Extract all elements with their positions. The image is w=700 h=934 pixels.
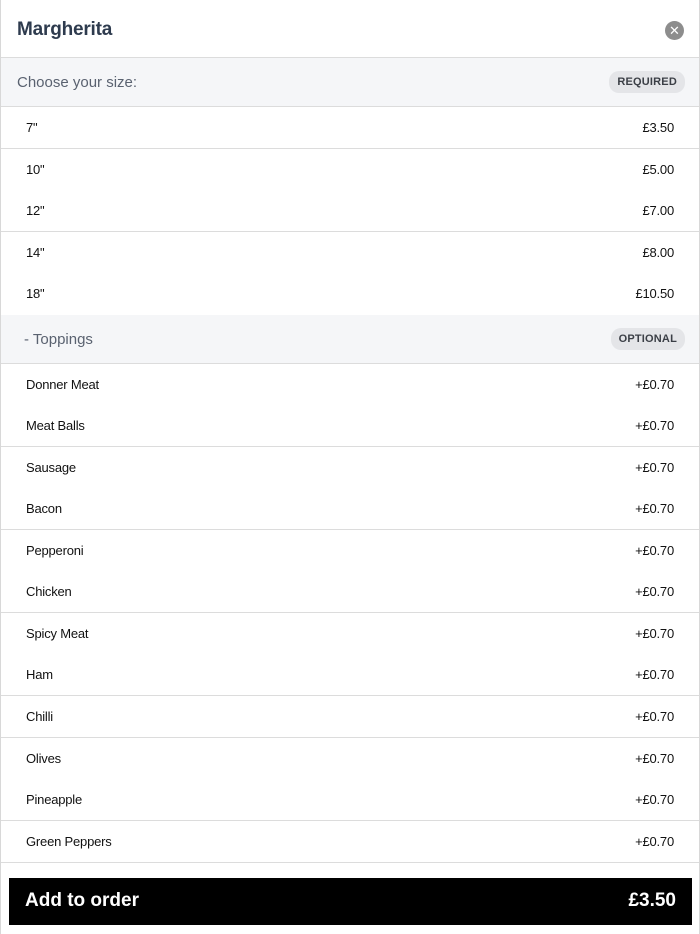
close-icon[interactable]: ✕	[665, 21, 684, 40]
topping-label: Sausage	[26, 460, 76, 475]
topping-pineapple[interactable]	[1, 779, 700, 821]
topping-label: Ham	[26, 667, 53, 682]
size-option-label: 12"	[26, 203, 45, 218]
topping-meat-balls[interactable]	[1, 405, 700, 447]
topping-donner-meat[interactable]	[1, 364, 700, 406]
topping-price: +£0.70	[635, 667, 674, 682]
topping-label: Olives	[26, 751, 61, 766]
topping-sausage[interactable]	[1, 447, 700, 489]
topping-green-peppers[interactable]	[1, 821, 700, 863]
size-option-price: £10.50	[635, 286, 674, 301]
size-option-label: 10"	[26, 162, 45, 177]
topping-price: +£0.70	[635, 834, 674, 849]
size-option-12[interactable]	[1, 190, 700, 232]
topping-olives[interactable]	[1, 738, 700, 780]
required-badge: REQUIRED	[609, 71, 685, 93]
size-option-label: 18"	[26, 286, 45, 301]
topping-chilli[interactable]	[1, 696, 700, 738]
topping-label: Pepperoni	[26, 543, 84, 558]
order-total: £3.50	[628, 890, 676, 911]
size-option-10[interactable]	[1, 149, 700, 191]
toppings-section-header	[1, 315, 700, 364]
topping-label: Donner Meat	[26, 377, 99, 392]
topping-price: +£0.70	[635, 501, 674, 516]
topping-price: +£0.70	[635, 584, 674, 599]
size-option-price: £7.00	[642, 203, 674, 218]
topping-price: +£0.70	[635, 626, 674, 641]
topping-spicy-meat[interactable]	[1, 613, 700, 655]
topping-price: +£0.70	[635, 709, 674, 724]
size-option-18[interactable]	[1, 273, 700, 315]
topping-label: Bacon	[26, 501, 62, 516]
size-option-price: £5.00	[642, 162, 674, 177]
modal-footer	[1, 864, 700, 934]
topping-price: +£0.70	[635, 460, 674, 475]
modal-header	[1, 0, 700, 58]
optional-badge: OPTIONAL	[611, 328, 685, 350]
topping-price: +£0.70	[635, 792, 674, 807]
item-title: Margherita	[17, 19, 113, 40]
size-option-14[interactable]	[1, 232, 700, 274]
topping-label: Spicy Meat	[26, 626, 89, 641]
size-option-label: 14"	[26, 245, 45, 260]
topping-pepperoni[interactable]	[1, 530, 700, 572]
topping-bacon[interactable]	[1, 488, 700, 530]
topping-chicken[interactable]	[1, 571, 700, 613]
toppings-section-title: - Toppings	[24, 331, 93, 348]
topping-price: +£0.70	[635, 543, 674, 558]
topping-label: Pineapple	[26, 792, 83, 807]
size-option-price: £8.00	[642, 245, 674, 260]
size-section-header	[1, 58, 700, 107]
add-to-order-button[interactable]	[9, 878, 692, 925]
size-option-7[interactable]	[1, 107, 700, 149]
size-option-price: £3.50	[642, 120, 674, 135]
topping-price: +£0.70	[635, 418, 674, 433]
add-to-order-label: Add to order	[25, 890, 139, 911]
topping-label: Green Peppers	[26, 834, 112, 849]
size-section-title: Choose your size:	[17, 74, 138, 91]
topping-price: +£0.70	[635, 377, 674, 392]
topping-price: +£0.70	[635, 751, 674, 766]
topping-ham[interactable]	[1, 654, 700, 696]
topping-label: Chicken	[26, 584, 72, 599]
topping-label: Chilli	[26, 709, 53, 724]
topping-label: Meat Balls	[26, 418, 85, 433]
size-option-label: 7"	[26, 120, 38, 135]
